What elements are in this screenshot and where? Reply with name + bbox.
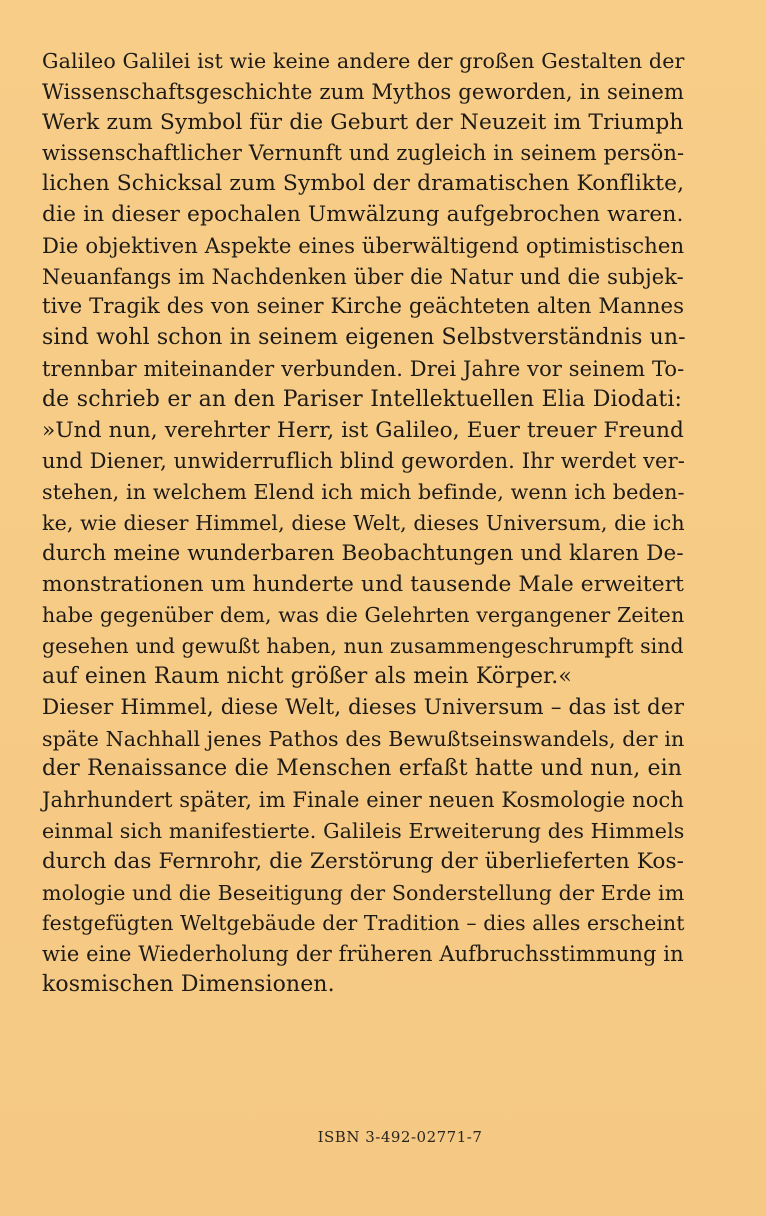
blurb-line-13: »Und nun, verehrter Herr, ist Galileo, Euer treuer Freund — [42, 417, 684, 443]
blurb-line-15: stehen, in welchem Elend ich mich befinde, wenn ich beden- — [42, 480, 685, 505]
blurb-line-6: die in dieser epochalen Umwälzung aufgebrochen waren. — [42, 201, 684, 227]
blurb-line-4: wissenschaftlicher Vernunft und zugleich in seinem persön- — [42, 140, 685, 166]
blurb-line-9: tive Tragik des von seiner Kirche geächteten alten Mannes — [42, 294, 685, 320]
blurb-line-3: Werk zum Symbol für die Geburt der Neuzeit im Triumph — [42, 109, 684, 135]
blurb-line-8: Neuanfangs im Nachdenken über die Natur und die subjek- — [42, 264, 684, 289]
blurb-line-29: festgefügten Weltgebäude der Tradition – dies alles erscheint — [42, 911, 685, 936]
blurb-line-14: und Diener, unwiderruflich blind geworden. Ihr werdet ver- — [42, 448, 685, 474]
isbn-number: ISBN 3-492-02771-7 — [317, 1128, 483, 1146]
blurb-line-30: wie eine Wiederholung der früheren Aufbruchsstimmung in — [42, 942, 684, 967]
blurb-line-7: Die objektiven Aspekte eines überwältigend optimistischen — [42, 232, 685, 258]
blurb-line-21: auf einen Raum nicht größer als mein Körper.« — [42, 663, 572, 689]
blurb-line-27: durch das Fernrohr, die Zerstörung der überlieferten Kos- — [42, 848, 685, 874]
blurb-line-22: Dieser Himmel, diese Welt, dieses Universum – das ist der — [42, 694, 685, 720]
blurb-line-17: durch meine wunderbaren Beobachtungen und klaren De- — [42, 540, 684, 566]
blurb-line-28: mologie und die Beseitigung der Sonderstellung der Erde im — [42, 880, 685, 905]
blurb-line-12: de schrieb er an den Pariser Intellektuellen Elia Diodati: — [42, 386, 682, 412]
blurb-line-23: späte Nachhall jenes Pathos des Bewußtseinswandels, der in — [42, 726, 685, 751]
blurb-line-16: ke, wie dieser Himmel, diese Welt, dieses Universum, die ich — [42, 510, 685, 535]
blurb-line-26: einmal sich manifestierte. Galileis Erweiterung des Himmels — [42, 818, 685, 843]
blurb-line-25: Jahrhundert später, im Finale einer neuen Kosmologie noch — [42, 787, 685, 813]
blurb-line-11: trennbar miteinander verbunden. Drei Jahre vor seinem To- — [42, 356, 685, 381]
blurb-text — [42, 46, 686, 1001]
blurb-line-5: lichen Schicksal zum Symbol der dramatischen Konflikte, — [42, 171, 685, 197]
blurb-line-18: monstrationen um hunderte und tausende Male erweitert — [42, 571, 685, 597]
blurb-line-20: gesehen und gewußt haben, nun zusammengeschrumpft sind — [42, 634, 684, 659]
blurb-line-10: sind wohl schon in seinem eigenen Selbstverständnis un- — [42, 325, 686, 351]
blurb-line-31: kosmischen Dimensionen. — [42, 971, 335, 997]
blurb-line-1: Galileo Galilei ist wie keine andere der großen Gestalten der — [42, 49, 685, 73]
blurb-line-19: habe gegenüber dem, was die Gelehrten vergangener Zeiten — [42, 603, 685, 628]
blurb-line-2: Wissenschaftsgeschichte zum Mythos geworden, in seinem — [42, 78, 685, 104]
blurb-line-24: der Renaissance die Menschen erfaßt hatte und nun, ein — [42, 756, 682, 782]
